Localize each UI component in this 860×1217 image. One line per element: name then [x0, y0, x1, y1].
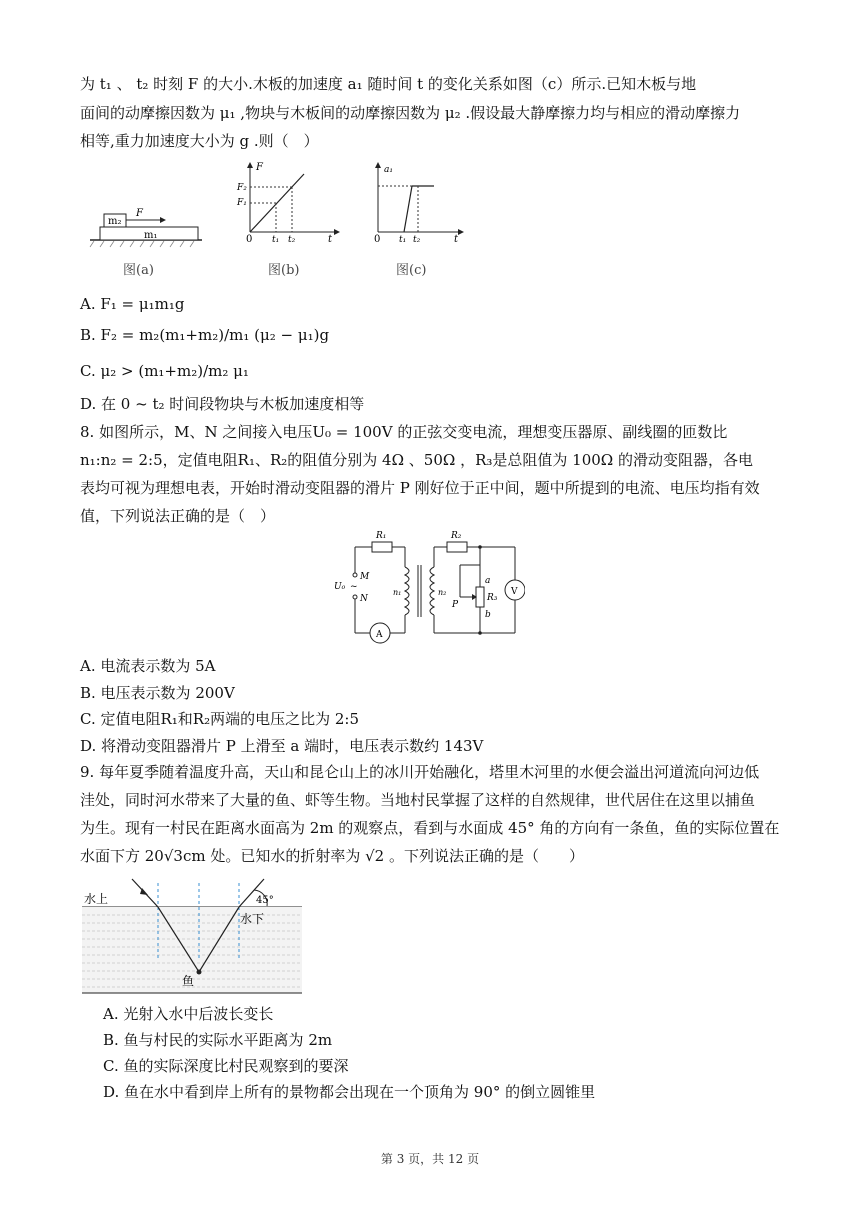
b-axis-F: F: [256, 162, 263, 173]
voltmeter-label: V: [511, 587, 518, 597]
circuit-N: N: [360, 594, 368, 604]
q8-option-d[interactable]: D. 将滑动变阻器滑片 P 上滑至 a 端时，电压表示数约 143V: [80, 737, 484, 755]
water-figure: [82, 873, 304, 997]
circuit-U0: U₀: [334, 582, 346, 592]
q9-line-3: 为生。现有一村民在距离水面高为 2m 的观察点，看到与水面成 45° 角的方向有一条鱼，鱼的实际位置在: [80, 819, 780, 837]
figure-a: [86, 190, 206, 252]
circuit-figure: [330, 525, 525, 645]
q8-option-c[interactable]: C. 定值电阻R₁和R₂两端的电压之比为 2:5: [80, 710, 360, 728]
fish-label: 鱼: [182, 974, 195, 988]
force-label: F: [136, 208, 143, 219]
circuit-R1: R₁: [376, 531, 387, 541]
circuit-n1: n₁: [393, 588, 402, 597]
b-F1: F₁: [237, 198, 247, 208]
q8-option-b[interactable]: B. 电压表示数为 200V: [80, 684, 235, 702]
page-footer: 第 3 页，共 12 页: [380, 1152, 480, 1166]
q9-line-1: 9. 每年夏季随着温度升高，天山和昆仑山上的冰川开始融化，塔里木河里的水便会溢出河道流向河边低: [80, 763, 760, 781]
b-t: t: [328, 234, 333, 242]
figure-c: [366, 160, 466, 242]
circuit-P: P: [452, 600, 459, 610]
ammeter-label: A: [376, 630, 383, 640]
circuit-R2: R₂: [451, 531, 462, 541]
circuit-a: a: [485, 576, 491, 586]
c-t: t: [454, 234, 459, 242]
q8-line-1: 8. 如图所示，M、N 之间接入电压U₀ = 100V 的正弦交变电流，理想变压器原、副线圈的匝数比: [80, 423, 728, 441]
q7-option-d[interactable]: D. 在 0 ~ t₂ 时间段物块与木板加速度相等: [80, 395, 365, 413]
caption-a: 图(a): [123, 263, 154, 278]
q9-option-b[interactable]: B. 鱼与村民的实际水平距离为 2m: [103, 1031, 333, 1049]
q9-option-c[interactable]: C. 鱼的实际深度比村民观察到的要深: [103, 1057, 349, 1075]
figure-b: [232, 160, 342, 242]
water-below-label: 水下: [240, 912, 265, 926]
q9-line-2: 洼处，同时河水带来了大量的鱼、虾等生物。当地村民掌握了这样的自然规律，世代居住在这里以捕鱼: [80, 791, 756, 809]
q7-option-b[interactable]: B. F₂ = m₂(m₁+m₂)/m₁ (μ₂ − μ₁)g: [80, 326, 330, 344]
m2-label: m₂: [108, 216, 122, 227]
q7-option-c[interactable]: C. μ₂ > (m₁+m₂)/m₂ μ₁: [80, 362, 249, 380]
q7-line-3: 相等,重力加速度大小为 g .则（ ）: [80, 132, 319, 150]
q9-option-a[interactable]: A. 光射入水中后波长变长: [103, 1005, 274, 1023]
q7-option-a[interactable]: A. F₁ = μ₁m₁g: [80, 295, 185, 313]
q7-line-1: 为 t₁ 、 t₂ 时刻 F 的大小.木板的加速度 a₁ 随时间 t 的变化关系如图（c）所示.已知木板与地: [80, 75, 697, 93]
q9-line-4: 水面下方 20√3cm 处。已知水的折射率为 √2 。下列说法正确的是（ ）: [80, 847, 584, 865]
caption-b: 图(b): [268, 263, 300, 278]
circuit-R3: R₃: [487, 593, 498, 603]
c-t1: t₁: [399, 235, 407, 242]
circuit-tilde: ~: [350, 582, 358, 592]
b-F2: F₂: [237, 183, 247, 193]
circuit-n2: n₂: [438, 588, 447, 597]
m1-label: m₁: [144, 230, 158, 241]
c-axis-a1: a₁: [384, 165, 393, 175]
q7-line-2: 面间的动摩擦因数为 μ₁ ,物块与木板间的动摩擦因数为 μ₂ .假设最大静摩擦力均与相应的滑动摩擦力: [80, 104, 741, 122]
b-zero: 0: [246, 234, 253, 242]
circuit-b: b: [485, 610, 491, 620]
water-above-label: 水上: [84, 892, 109, 906]
b-t2: t₂: [288, 235, 296, 242]
q8-line-3: 表均可视为理想电表，开始时滑动变阻器的滑片 P 刚好位于正中间，题中所提到的电流、电压均指有效: [80, 479, 760, 497]
circuit-M: M: [360, 572, 370, 582]
water-angle: 45°: [256, 895, 274, 906]
b-t1: t₁: [272, 235, 280, 242]
c-zero: 0: [374, 234, 381, 242]
q8-option-a[interactable]: A. 电流表示数为 5A: [80, 657, 216, 675]
q8-line-2: n₁:n₂ = 2:5，定值电阻R₁、R₂的阻值分别为 4Ω 、50Ω ，R₃是总阻值为 100Ω 的滑动变阻器，各电: [80, 451, 753, 469]
q9-option-d[interactable]: D. 鱼在水中看到岸上所有的景物都会出现在一个顶角为 90° 的倒立圆锥里: [103, 1083, 596, 1101]
caption-c: 图(c): [396, 263, 427, 278]
q8-line-4: 值，下列说法正确的是（ ）: [80, 507, 276, 525]
c-t2: t₂: [413, 235, 421, 242]
